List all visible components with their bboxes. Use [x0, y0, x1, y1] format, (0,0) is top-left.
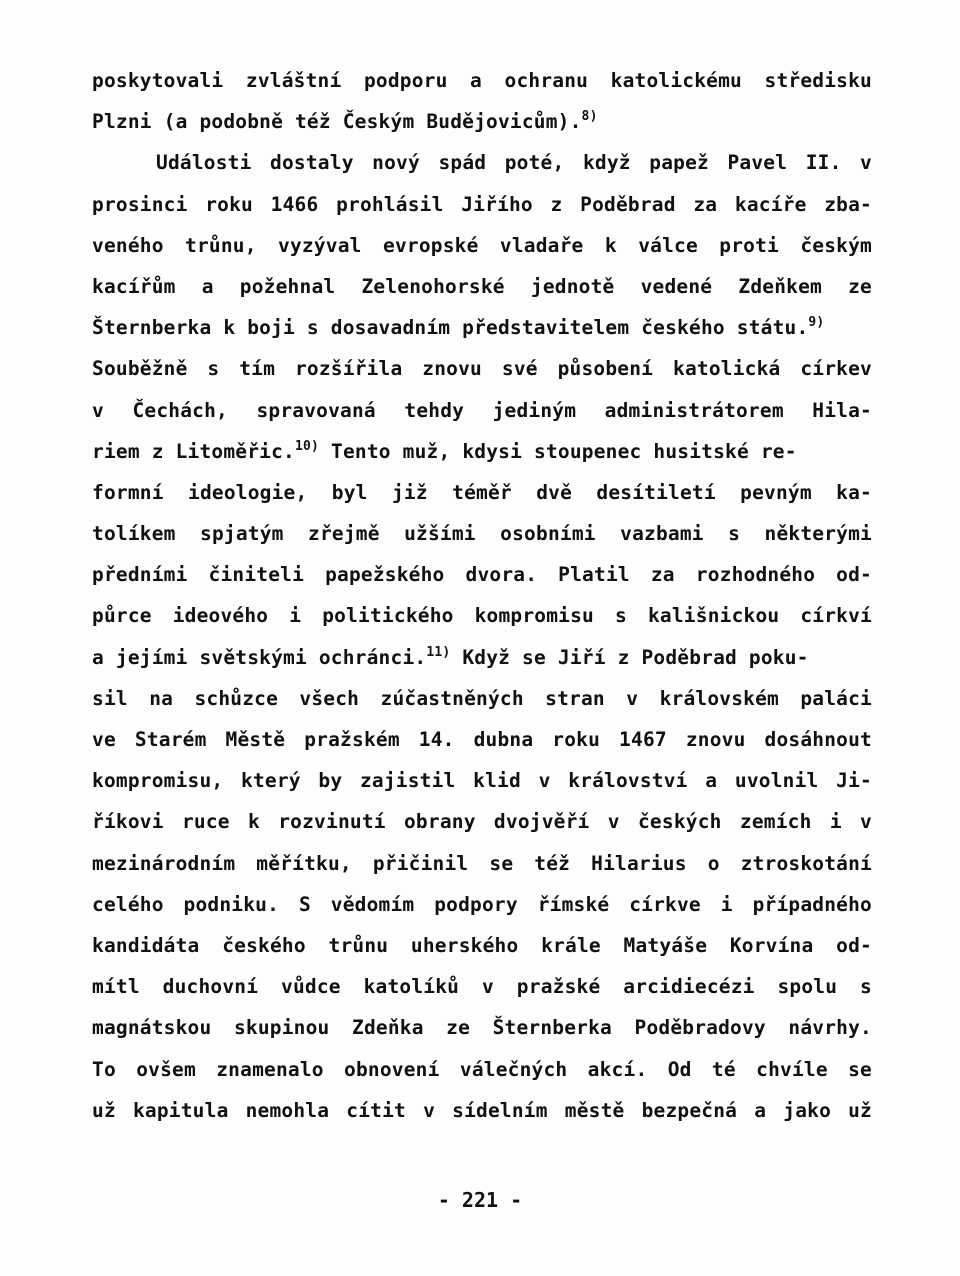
text-line: prosinci roku 1466 prohlásil Jiřího z Poděbrad za kacíře zba-: [92, 192, 872, 216]
text-line: kacířům a požehnal Zelenohorské jednotě vedené Zdeňkem ze: [92, 274, 872, 298]
text-line: magnátskou skupinou Zdeňka ze Šternberka Poděbradovy návrhy.: [92, 1016, 872, 1040]
text-line: už kapitula nemohla cítit v sídelním městě bezpečná a jako už: [92, 1098, 872, 1122]
text-line: Plzni (a podobně též Českým Budějovicům).$^{8)}$: [92, 109, 598, 134]
footnote-ref: 10): [294, 438, 320, 454]
text-line: veného trůnu, vyzýval evropské vladaře k válce proti českým: [92, 233, 872, 257]
body-text: [92, 60, 872, 1131]
text-line: tolíkem spjatým zřejmě užšími osobními vazbami s některými: [92, 522, 872, 546]
footnote-ref: 9): [808, 315, 825, 331]
text-line: ve Starém Městě pražském 14. dubna roku 1467 znovu dosáhnout: [92, 728, 872, 751]
text-line: sil na schůzce všech zúčastněných stran v královském paláci: [92, 686, 872, 710]
footnote-ref: 8): [581, 109, 598, 125]
text-line: a jejími světskými ochránci.$^{11)}$ Když se Jiří z Poděbrad poku-: [92, 644, 809, 669]
text-line: mezinárodním měřítku, přičinil se též Hilarius o ztroskotání: [92, 851, 872, 875]
text-line: poskytovali zvláštní podporu a ochranu katolickému středisku: [92, 69, 872, 92]
footnote-ref: 11): [426, 644, 451, 660]
text-line: To ovšem znamenalo obnovení válečných akcí. Od té chvíle se: [92, 1057, 872, 1081]
text-line: celého podniku. S vědomím podpory římské církve i případného: [92, 892, 872, 916]
text-line: předními činiteli papežského dvora. Platil za rozhodného od-: [92, 563, 872, 587]
text-line: Souběžně s tím rozšířila znovu své působení katolická církev: [92, 357, 872, 381]
text-line: formní ideologie, byl již téměř dvě desítiletí pevným ka-: [92, 480, 872, 504]
text-line: riem z Litoměřic.$^{10)}$ Tento muž, kdysi stoupenec husitské re-: [92, 438, 797, 463]
text-line: Šternberka k boji s dosavadním představitelem českého státu.$^{9)}$: [92, 315, 825, 340]
text-line: říkovi ruce k rozvinutí obrany dvojvěří v českých zemích i v: [92, 810, 872, 834]
text-line: Události dostaly nový spád poté, když papež Pavel II. v: [156, 151, 872, 175]
text-line: kompromisu, který by zajistil klid v království a uvolnil Ji-: [92, 769, 872, 793]
text-line: v Čechách, spravovaná tehdy jediným administrátorem Hila-: [92, 398, 872, 422]
text-line: půrce ideového i politického kompromisu s kališnickou církví: [92, 604, 872, 628]
text-line: mítl duchovní vůdce katolíků v pražské arcidiecézi spolu s: [92, 975, 872, 999]
page-number: - 221 -: [437, 1188, 523, 1212]
text-line: kandidáta českého trůnu uherského krále Matyáše Korvína od-: [92, 933, 872, 957]
